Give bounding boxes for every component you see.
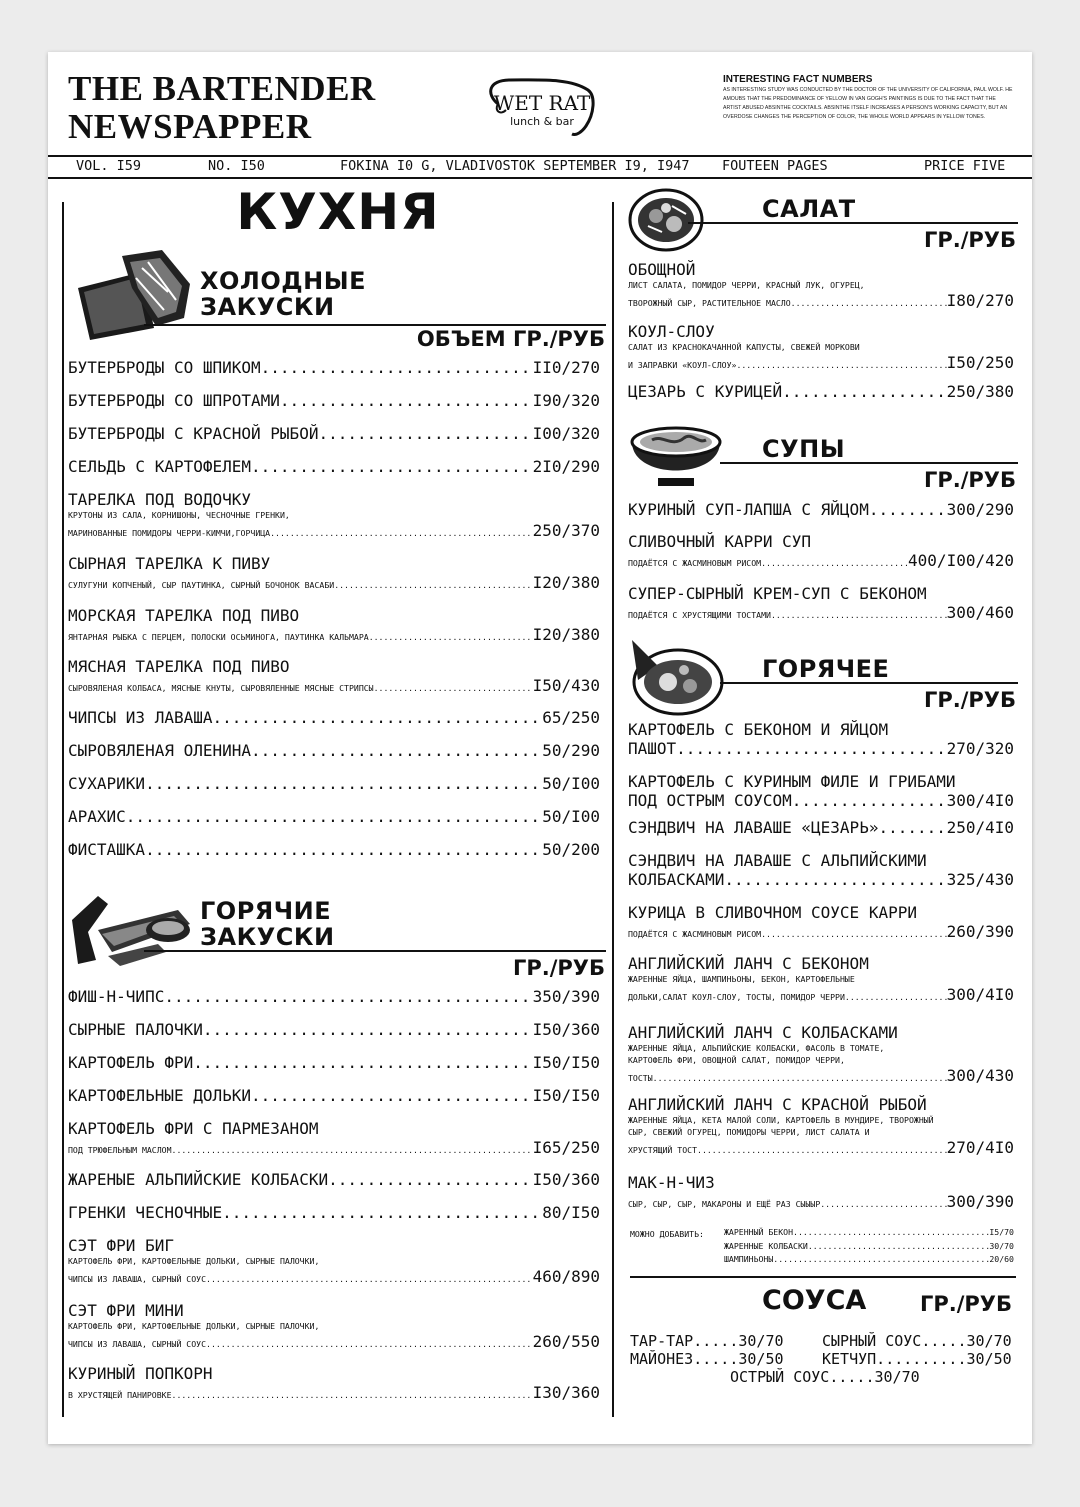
menu-item	[628, 382, 1014, 401]
item-description: И ЗАПРАВКИ «КОУЛ-СЛОУ»	[628, 360, 737, 370]
menu-row	[628, 922, 1014, 941]
item-name: ГРЕНКИ ЧЕСНОЧНЫЕ	[68, 1203, 223, 1222]
item-name: МЯСНАЯ ТАРЕЛКА ПОД ПИВО	[68, 657, 290, 676]
menu-item	[628, 260, 1014, 310]
info-address: FOKINA I0 G, VLADIVOSTOK SEPTEMBER I9, I947	[340, 158, 690, 174]
item-name: СЭТ ФРИ МИНИ	[68, 1301, 184, 1320]
logo-name: WET RAT	[493, 91, 591, 115]
item-name: ЖАРЕНЫЕ АЛЬПИЙСКИЕ КОЛБАСКИ	[68, 1170, 329, 1189]
leader-dots	[203, 1020, 533, 1039]
cold-title-line-1: ХОЛОДНЫЕ	[200, 267, 366, 295]
item-name: МОРСКАЯ ТАРЕЛКА ПОД ПИВО	[68, 606, 300, 625]
item-name: ОБОЩНОЙ	[628, 260, 696, 279]
leader-dots	[193, 1053, 532, 1072]
item-description: ЖАРЕННЫЕ ЯЙЦА, ШАМПИНЬОНЫ, БЕКОН, КАРТОФЕЛЬНЫЕ	[628, 974, 855, 984]
item-name: БУТЕРБРОДЫ С КРАСНОЙ РЫБОЙ	[68, 424, 319, 443]
item-price: 300/430	[946, 1066, 1014, 1085]
item-name: ПОД ОСТРЫМ СОУСОМ	[628, 791, 792, 810]
menu-item	[628, 1095, 1014, 1157]
menu-item	[68, 606, 600, 644]
item-price: 250/380	[946, 382, 1014, 401]
leader-dots	[251, 457, 533, 476]
soups-unit-label: ГР./РУБ	[923, 468, 1016, 492]
menu-item	[68, 1086, 600, 1105]
menu-item	[68, 554, 600, 592]
leader-dots	[172, 1389, 533, 1401]
leader-dots	[793, 1226, 989, 1238]
item-description: ЧИПСЫ ИЗ ЛАВАША, СЫРНЫЙ СОУС	[68, 1274, 207, 1284]
salad-title-rule	[688, 222, 1018, 224]
item-price: 260/390	[946, 922, 1014, 941]
menu-item	[68, 358, 600, 377]
hot-plate-icon	[628, 636, 724, 718]
menu-row	[628, 870, 1014, 889]
item-name: КАРТОФЕЛЬ ФРИ С ПАРМЕЗАНОМ	[68, 1119, 319, 1138]
menu-row	[628, 291, 1014, 310]
menu-item	[68, 1236, 600, 1286]
leader-dots	[206, 1338, 533, 1350]
menu-row	[68, 521, 600, 540]
item-name: АРАХИС	[68, 807, 126, 826]
item-description: СЫРОВЯЛЕНАЯ КОЛБАСА, МЯСНЫЕ КНУТЫ, СЫРОВЯЛЕННЫЕ МЯСНЫЕ СТРИПСЫ	[68, 683, 374, 693]
item-description: СЫР, СВЕЖИЙ ОГУРЕЦ, ПОМИДОРЫ ЧЕРРИ, ЛИСТ САЛАТА И	[628, 1127, 870, 1137]
leader-dots	[676, 739, 946, 758]
leader-dots	[773, 1253, 989, 1265]
column-divider	[612, 202, 614, 1417]
item-description: ЧИПСЫ ИЗ ЛАВАША, СЫРНЫЙ СОУС	[68, 1339, 207, 1349]
item-price: I20/380	[532, 625, 600, 644]
sauces-title: СОУСА	[762, 1285, 867, 1316]
item-price: 460/890	[532, 1267, 600, 1286]
item-price: 300/4I0	[946, 791, 1014, 810]
item-description: ТОСТЫ	[628, 1073, 653, 1083]
menu-row	[68, 1203, 600, 1222]
item-price: 325/430	[946, 870, 1014, 889]
menu-row	[68, 457, 600, 476]
leader-dots	[318, 424, 532, 443]
item-description: ПОДАЁТСЯ С ЖАСМИНОВЫМ РИСОМ	[628, 929, 762, 939]
logo-subtitle: lunch & bar	[510, 115, 574, 128]
item-description: В ХРУСТЯЩЕЙ ПАНИРОВКЕ	[68, 1390, 172, 1400]
leader-dots	[222, 1203, 542, 1222]
menu-item	[628, 851, 1014, 889]
item-price: 50/290	[542, 741, 600, 760]
leader-dots	[736, 359, 946, 371]
fact-box	[723, 74, 1013, 122]
item-price: I5/70	[989, 1227, 1014, 1237]
menu-row	[68, 807, 600, 826]
leader-dots	[782, 382, 946, 401]
item-price: 350/390	[532, 987, 600, 1006]
wet-rat-logo	[480, 74, 610, 142]
item-price: II0/270	[532, 358, 600, 377]
salad-unit-label: ГР./РУБ	[923, 228, 1016, 252]
menu-item	[628, 1173, 1014, 1211]
item-description: ТВОРОЖНЫЙ СЫР, РАСТИТЕЛЬНОЕ МАСЛО	[628, 298, 791, 308]
addon-item	[724, 1253, 1014, 1265]
item-price: 300/290	[946, 500, 1014, 519]
menu-item	[68, 490, 600, 540]
item-price: I65/250	[532, 1138, 600, 1157]
item-description: САЛАТ ИЗ КРАСНОКАЧАННОЙ КАПУСТЫ, СВЕЖЕЙ МОРКОВИ	[628, 342, 860, 352]
item-price: 65/250	[542, 708, 600, 727]
item-name: СЫРНЫЕ ПАЛОЧКИ	[68, 1020, 203, 1039]
item-description: МАРИНОВАННЫЕ ПОМИДОРЫ ЧЕРРИ-КИМЧИ,ГОРЧИЦА	[68, 528, 271, 538]
menu-row	[68, 708, 600, 727]
menu-item	[628, 584, 1014, 622]
item-name: ЦЕЗАРЬ С КУРИЦЕЙ	[628, 382, 783, 401]
menu-row	[68, 358, 600, 377]
cold-unit-label: ОБЪЕМ ГР./РУБ	[416, 327, 605, 351]
item-description: СУЛУГУНИ КОПЧЕНЫЙ, СЫР ПАУТИНКА, СЫРНЫЙ БОЧОНОК ВАСАБИ	[68, 580, 335, 590]
hot-dishes-title-rule	[720, 682, 1018, 684]
item-price: I20/380	[532, 573, 600, 592]
menu-row	[628, 985, 1014, 1004]
menu-item	[68, 987, 600, 1006]
menu-item	[68, 657, 600, 695]
leader-dots	[792, 791, 947, 810]
menu-row	[68, 840, 600, 859]
sauce-item: МАЙОНЕЗ.....30/50	[630, 1350, 784, 1368]
sauce-item: ТАР-ТАР.....30/70	[630, 1332, 784, 1350]
leader-dots	[206, 1273, 533, 1285]
menu-row	[68, 774, 600, 793]
leader-dots	[280, 391, 533, 410]
menu-row	[724, 1240, 1014, 1252]
menu-row	[68, 1332, 600, 1351]
item-name: АНГЛИЙСКИЙ ЛАНЧ С КРАСНОЙ РЫБОЙ	[628, 1095, 927, 1114]
leader-dots	[878, 818, 946, 837]
soups-title-rule	[720, 462, 1018, 464]
menu-item	[68, 1203, 600, 1222]
item-price: 270/4I0	[946, 1138, 1014, 1157]
leader-dots	[145, 840, 542, 859]
item-name: КУРИЦА В СЛИВОЧНОМ СОУСЕ КАРРИ	[628, 903, 917, 922]
item-name: БУТЕРБРОДЫ СО ШПРОТАМИ	[68, 391, 280, 410]
menu-item	[68, 774, 600, 793]
leader-dots	[653, 1072, 947, 1084]
menu-row	[724, 1226, 1014, 1238]
item-description: ПОДАЁТСЯ С ХРУСТЯЩИМИ ТОСТАМИ	[628, 610, 771, 620]
menu-item	[628, 954, 1014, 1004]
item-description: СЫР, СЫР, СЫР, МАКАРОНЫ И ЕЩЁ РАЗ СЫЫЫР	[628, 1199, 821, 1209]
item-name: КАРТОФЕЛЬ ФРИ	[68, 1053, 194, 1072]
menu-row	[628, 1192, 1014, 1211]
item-description: ПОД ТРЮФЕЛЬНЫМ МАСЛОМ	[68, 1145, 172, 1155]
menu-item	[628, 532, 1014, 570]
item-name: КАРТОФЕЛЬ С БЕКОНОМ И ЯЙЦОМ	[628, 720, 889, 739]
sauce-item: КЕТЧУП..........30/50	[822, 1350, 1012, 1368]
item-price: 300/4I0	[946, 985, 1014, 1004]
leader-dots	[334, 579, 532, 591]
item-name: СЕЛЬДЬ С КАРТОФЕЛЕМ	[68, 457, 252, 476]
leader-dots	[172, 1144, 533, 1156]
leader-dots	[791, 297, 947, 309]
menu-item	[68, 391, 600, 410]
item-description: ЯНТАРНАЯ РЫБКА С ПЕРЦЕМ, ПОЛОСКИ ОСЬМИНОГА, ПАУТИНКА КАЛЬМАРА	[68, 632, 369, 642]
item-description: ЛИСТ САЛАТА, ПОМИДОР ЧЕРРИ, КРАСНЫЙ ЛУК, ОГУРЕЦ,	[628, 280, 865, 290]
item-price: I50/360	[532, 1020, 600, 1039]
item-name: ФИСТАШКА	[68, 840, 146, 859]
leader-dots	[845, 991, 947, 1003]
menu-item	[68, 424, 600, 443]
menu-item	[68, 1020, 600, 1039]
leader-dots	[251, 741, 542, 760]
item-price: I50/360	[532, 1170, 600, 1189]
menu-row	[628, 739, 1014, 758]
leader-dots	[261, 358, 533, 377]
menu-row	[68, 573, 600, 592]
hot-dishes-title: ГОРЯЧЕЕ	[762, 655, 890, 683]
leader-dots	[724, 870, 946, 889]
item-name: СУПЕР-СЫРНЫЙ КРЕМ-СУП С БЕКОНОМ	[628, 584, 927, 603]
menu-row	[68, 676, 600, 695]
menu-item	[628, 500, 1014, 519]
menu-row	[628, 603, 1014, 622]
item-price: 20/60	[989, 1254, 1014, 1264]
masthead-title	[68, 70, 376, 146]
menu-item	[628, 720, 1014, 758]
hot-snacks-title	[200, 898, 335, 950]
menu-row	[68, 424, 600, 443]
cold-title-line-2: ЗАКУСКИ	[200, 293, 335, 321]
leader-dots	[270, 527, 532, 539]
leader-dots	[328, 1170, 532, 1189]
hot-title-rule	[144, 950, 606, 952]
item-description: ДОЛЬКИ,САЛАТ КОУЛ-СЛОУ, ТОСТЫ, ПОМИДОР ЧЕРРИ	[628, 992, 845, 1002]
item-name: АНГЛИЙСКИЙ ЛАНЧ С КОЛБАСКАМИ	[628, 1023, 898, 1042]
info-price: PRICE FIVE	[924, 158, 1006, 174]
item-name: СЫРНАЯ ТАРЕЛКА К ПИВУ	[68, 554, 271, 573]
menu-item	[628, 772, 1014, 810]
soups-title: СУПЫ	[762, 435, 846, 463]
hot-unit-label: ГР./РУБ	[512, 956, 605, 980]
item-name: КАРТОФЕЛЬНЫЕ ДОЛЬКИ	[68, 1086, 252, 1105]
leader-dots	[126, 807, 542, 826]
menu-row	[68, 1138, 600, 1157]
menu-item	[68, 1053, 600, 1072]
addons-label: МОЖНО ДОБАВИТЬ:	[630, 1229, 704, 1239]
menu-row	[68, 741, 600, 760]
item-price: 250/370	[532, 521, 600, 540]
masthead-line-2: NEWSPAPPER	[68, 107, 312, 146]
menu-row	[724, 1253, 1014, 1265]
item-name: СЭНДВИЧ НА ЛАВАШЕ «ЦЕЗАРЬ»	[628, 818, 879, 837]
info-bar	[48, 157, 1032, 173]
soup-bowl-icon	[628, 420, 724, 492]
item-price: 400/I00/420	[908, 551, 1014, 570]
salad-title: САЛАТ	[762, 195, 856, 223]
item-description: ХРУСТЯЩИЙ ТОСТ	[628, 1145, 698, 1155]
leader-dots	[771, 609, 947, 621]
leader-dots	[145, 774, 542, 793]
item-price: I80/270	[946, 291, 1014, 310]
menu-row	[68, 987, 600, 1006]
menu-row	[68, 1383, 600, 1402]
hot-title-line-1: ГОРЯЧИЕ	[200, 897, 332, 925]
leader-dots	[869, 500, 947, 519]
item-name: ЧИПСЫ ИЗ ЛАВАША	[68, 708, 213, 727]
item-name: СЭТ ФРИ БИГ	[68, 1236, 174, 1255]
leader-dots	[697, 1144, 947, 1156]
menu-item	[68, 708, 600, 727]
item-price: 30/70	[989, 1241, 1014, 1251]
menu-row	[68, 1053, 600, 1072]
menu-row	[628, 551, 1014, 570]
info-vol: VOL. I59	[76, 158, 142, 174]
left-column-border	[62, 202, 64, 1417]
menu-row	[628, 1138, 1014, 1157]
menu-item	[628, 322, 1014, 372]
cold-title-rule	[144, 324, 606, 326]
menu-page	[48, 52, 1032, 1444]
item-price: I50/250	[946, 353, 1014, 372]
menu-item	[68, 1170, 600, 1189]
salad-bowl-icon	[628, 186, 706, 252]
item-price: 80/I50	[542, 1203, 600, 1222]
item-price: I50/430	[532, 676, 600, 695]
item-name: КАРТОФЕЛЬ С КУРИНЫМ ФИЛЕ И ГРИБАМИ	[628, 772, 956, 791]
item-price: 50/I00	[542, 807, 600, 826]
item-price: 260/550	[532, 1332, 600, 1351]
item-name: АНГЛИЙСКИЙ ЛАНЧ С БЕКОНОМ	[628, 954, 869, 973]
item-description: ЖАРЕННЫЕ ЯЙЦА, КЕТА МАЛОЙ СОЛИ, КАРТОФЕЛЬ В МУНДИРЕ, ТВОРОЖНЫЙ	[628, 1115, 934, 1125]
fact-text: AS INTERESTING STUDY WAS CONDUCTED BY THE DOCTOR OF THE UNIVERSITY OF CALIFORNIA, PAUL WOLF. HE AMOUBS THAT THE PREDOMINANCE OF YELLOW IN VAN GOGH'S PAINTINGS IS DUE TO THE FACT THAT THE ARTIST ABUSED ABSINTHE COCKTAILS. ABSINTHE ITSELF INCREASES A PERSON'S WORKING CAPACITY, BUT AN OVERDOSE CHANGES THE PERCEPTION OF COLOR, THE WHOLE WORLD APPEARS IN YELLOW TONES.	[723, 87, 1013, 120]
item-name: СЛИВОЧНЫЙ КАРРИ СУП	[628, 532, 812, 551]
leader-dots	[213, 708, 543, 727]
masthead-rule-bottom	[48, 177, 1032, 179]
item-name: ФИШ-Н-ЧИПС	[68, 987, 165, 1006]
item-description: КРУТОНЫ ИЗ САЛА, КОРНИШОНЫ, ЧЕСНОЧНЫЕ ГРЕНКИ,	[68, 510, 290, 520]
item-description: КАРТОФЕЛЬ ФРИ, КАРТОФЕЛЬНЫЕ ДОЛЬКИ, СЫРНЫЕ ПАЛОЧКИ,	[68, 1321, 320, 1331]
menu-item	[68, 840, 600, 859]
item-price: 250/4I0	[946, 818, 1014, 837]
item-name: КУРИНЫЙ СУП-ЛАПША С ЯЙЦОМ	[628, 500, 869, 519]
item-name: СЫРОВЯЛЕНАЯ ОЛЕНИНА	[68, 741, 252, 760]
item-description: КАРТОФЕЛЬ ФРИ, ОВОЩНОЙ САЛАТ, ПОМИДОР ЧЕРРИ,	[628, 1055, 845, 1065]
item-name: МАК-Н-ЧИЗ	[628, 1173, 715, 1192]
addon-item	[724, 1240, 1014, 1252]
leader-dots	[808, 1240, 990, 1252]
item-price: 50/I00	[542, 774, 600, 793]
item-description: КАРТОФЕЛЬ ФРИ, КАРТОФЕЛЬНЫЕ ДОЛЬКИ, СЫРНЫЕ ПАЛОЧКИ,	[68, 1256, 320, 1266]
menu-row	[68, 1020, 600, 1039]
item-description: ЖАРЕННЫЙ БЕКОН	[724, 1227, 794, 1237]
addon-item	[724, 1226, 1014, 1238]
leader-dots	[164, 987, 532, 1006]
menu-item	[68, 1119, 600, 1157]
item-description: ЖАРЕННЫЕ КОЛБАСКИ	[724, 1241, 808, 1251]
menu-row	[628, 500, 1014, 519]
hot-dishes-unit-label: ГР./РУБ	[923, 688, 1016, 712]
item-description: ШАМПИНЬОНЫ	[724, 1254, 774, 1264]
item-price: 300/460	[946, 603, 1014, 622]
item-price: 2I0/290	[532, 457, 600, 476]
menu-item	[68, 457, 600, 476]
item-price: 50/200	[542, 840, 600, 859]
kitchen-title: КУХНЯ	[236, 183, 440, 241]
menu-row	[628, 1066, 1014, 1085]
leader-dots	[761, 928, 946, 940]
sauce-item: СЫРНЫЙ СОУС.....30/70	[822, 1332, 1012, 1350]
item-price: I50/I50	[532, 1053, 600, 1072]
item-name: КОУЛ-СЛОУ	[628, 322, 715, 341]
menu-item	[68, 807, 600, 826]
menu-row	[628, 791, 1014, 810]
item-name: КУРИНЫЙ ПОПКОРН	[68, 1364, 213, 1383]
item-name: БУТЕРБРОДЫ СО ШПИКОМ	[68, 358, 261, 377]
menu-item	[68, 741, 600, 760]
menu-row	[628, 382, 1014, 401]
menu-item	[68, 1301, 600, 1351]
menu-row	[628, 818, 1014, 837]
fried-snacks-icon	[68, 890, 198, 970]
menu-item	[628, 1023, 1014, 1085]
hot-title-line-2: ЗАКУСКИ	[200, 923, 335, 951]
menu-row	[68, 1267, 600, 1286]
item-price: 270/320	[946, 739, 1014, 758]
leader-dots	[251, 1086, 533, 1105]
item-price: I30/360	[532, 1383, 600, 1402]
item-name: СЭНДВИЧ НА ЛАВАШЕ С АЛЬПИЙСКИМИ	[628, 851, 927, 870]
info-pages: FOUTEEN PAGES	[722, 158, 828, 174]
sauces-unit-label: ГР./РУБ	[919, 1292, 1012, 1316]
item-price: I50/I50	[532, 1086, 600, 1105]
fact-title: INTERESTING FACT NUMBERS	[723, 74, 873, 85]
item-name: КОЛБАСКАМИ	[628, 870, 725, 889]
leader-dots	[374, 682, 533, 694]
item-name: ТАРЕЛКА ПОД ВОДОЧКУ	[68, 490, 252, 509]
leader-dots	[369, 631, 533, 643]
item-price: 300/390	[946, 1192, 1014, 1211]
item-price: I90/320	[532, 391, 600, 410]
menu-row	[68, 1086, 600, 1105]
item-description: ПОДАЁТСЯ С ЖАСМИНОВЫМ РИСОМ	[628, 558, 762, 568]
menu-item	[628, 818, 1014, 837]
menu-row	[68, 391, 600, 410]
leader-dots	[761, 557, 908, 569]
menu-row	[68, 1170, 600, 1189]
info-number: NO. I50	[208, 158, 265, 174]
item-name: СУХАРИКИ	[68, 774, 146, 793]
menu-row	[68, 625, 600, 644]
item-name: ПАШОТ	[628, 739, 677, 758]
item-price: I00/320	[532, 424, 600, 443]
menu-item	[628, 903, 1014, 941]
sauces-rule	[630, 1276, 1016, 1278]
menu-item	[68, 1364, 600, 1402]
masthead-line-1: THE BARTENDER	[68, 69, 376, 108]
bread-board-icon	[72, 248, 197, 344]
cold-snacks-title	[200, 268, 366, 320]
item-description: ЖАРЕННЫЕ ЯЙЦА, АЛЬПИЙСКИЕ КОЛБАСКИ, ФАСОЛЬ В ТОМАТЕ,	[628, 1043, 885, 1053]
sauce-item: ОСТРЫЙ СОУС.....30/70	[730, 1368, 920, 1386]
menu-row	[628, 353, 1014, 372]
leader-dots	[820, 1198, 946, 1210]
